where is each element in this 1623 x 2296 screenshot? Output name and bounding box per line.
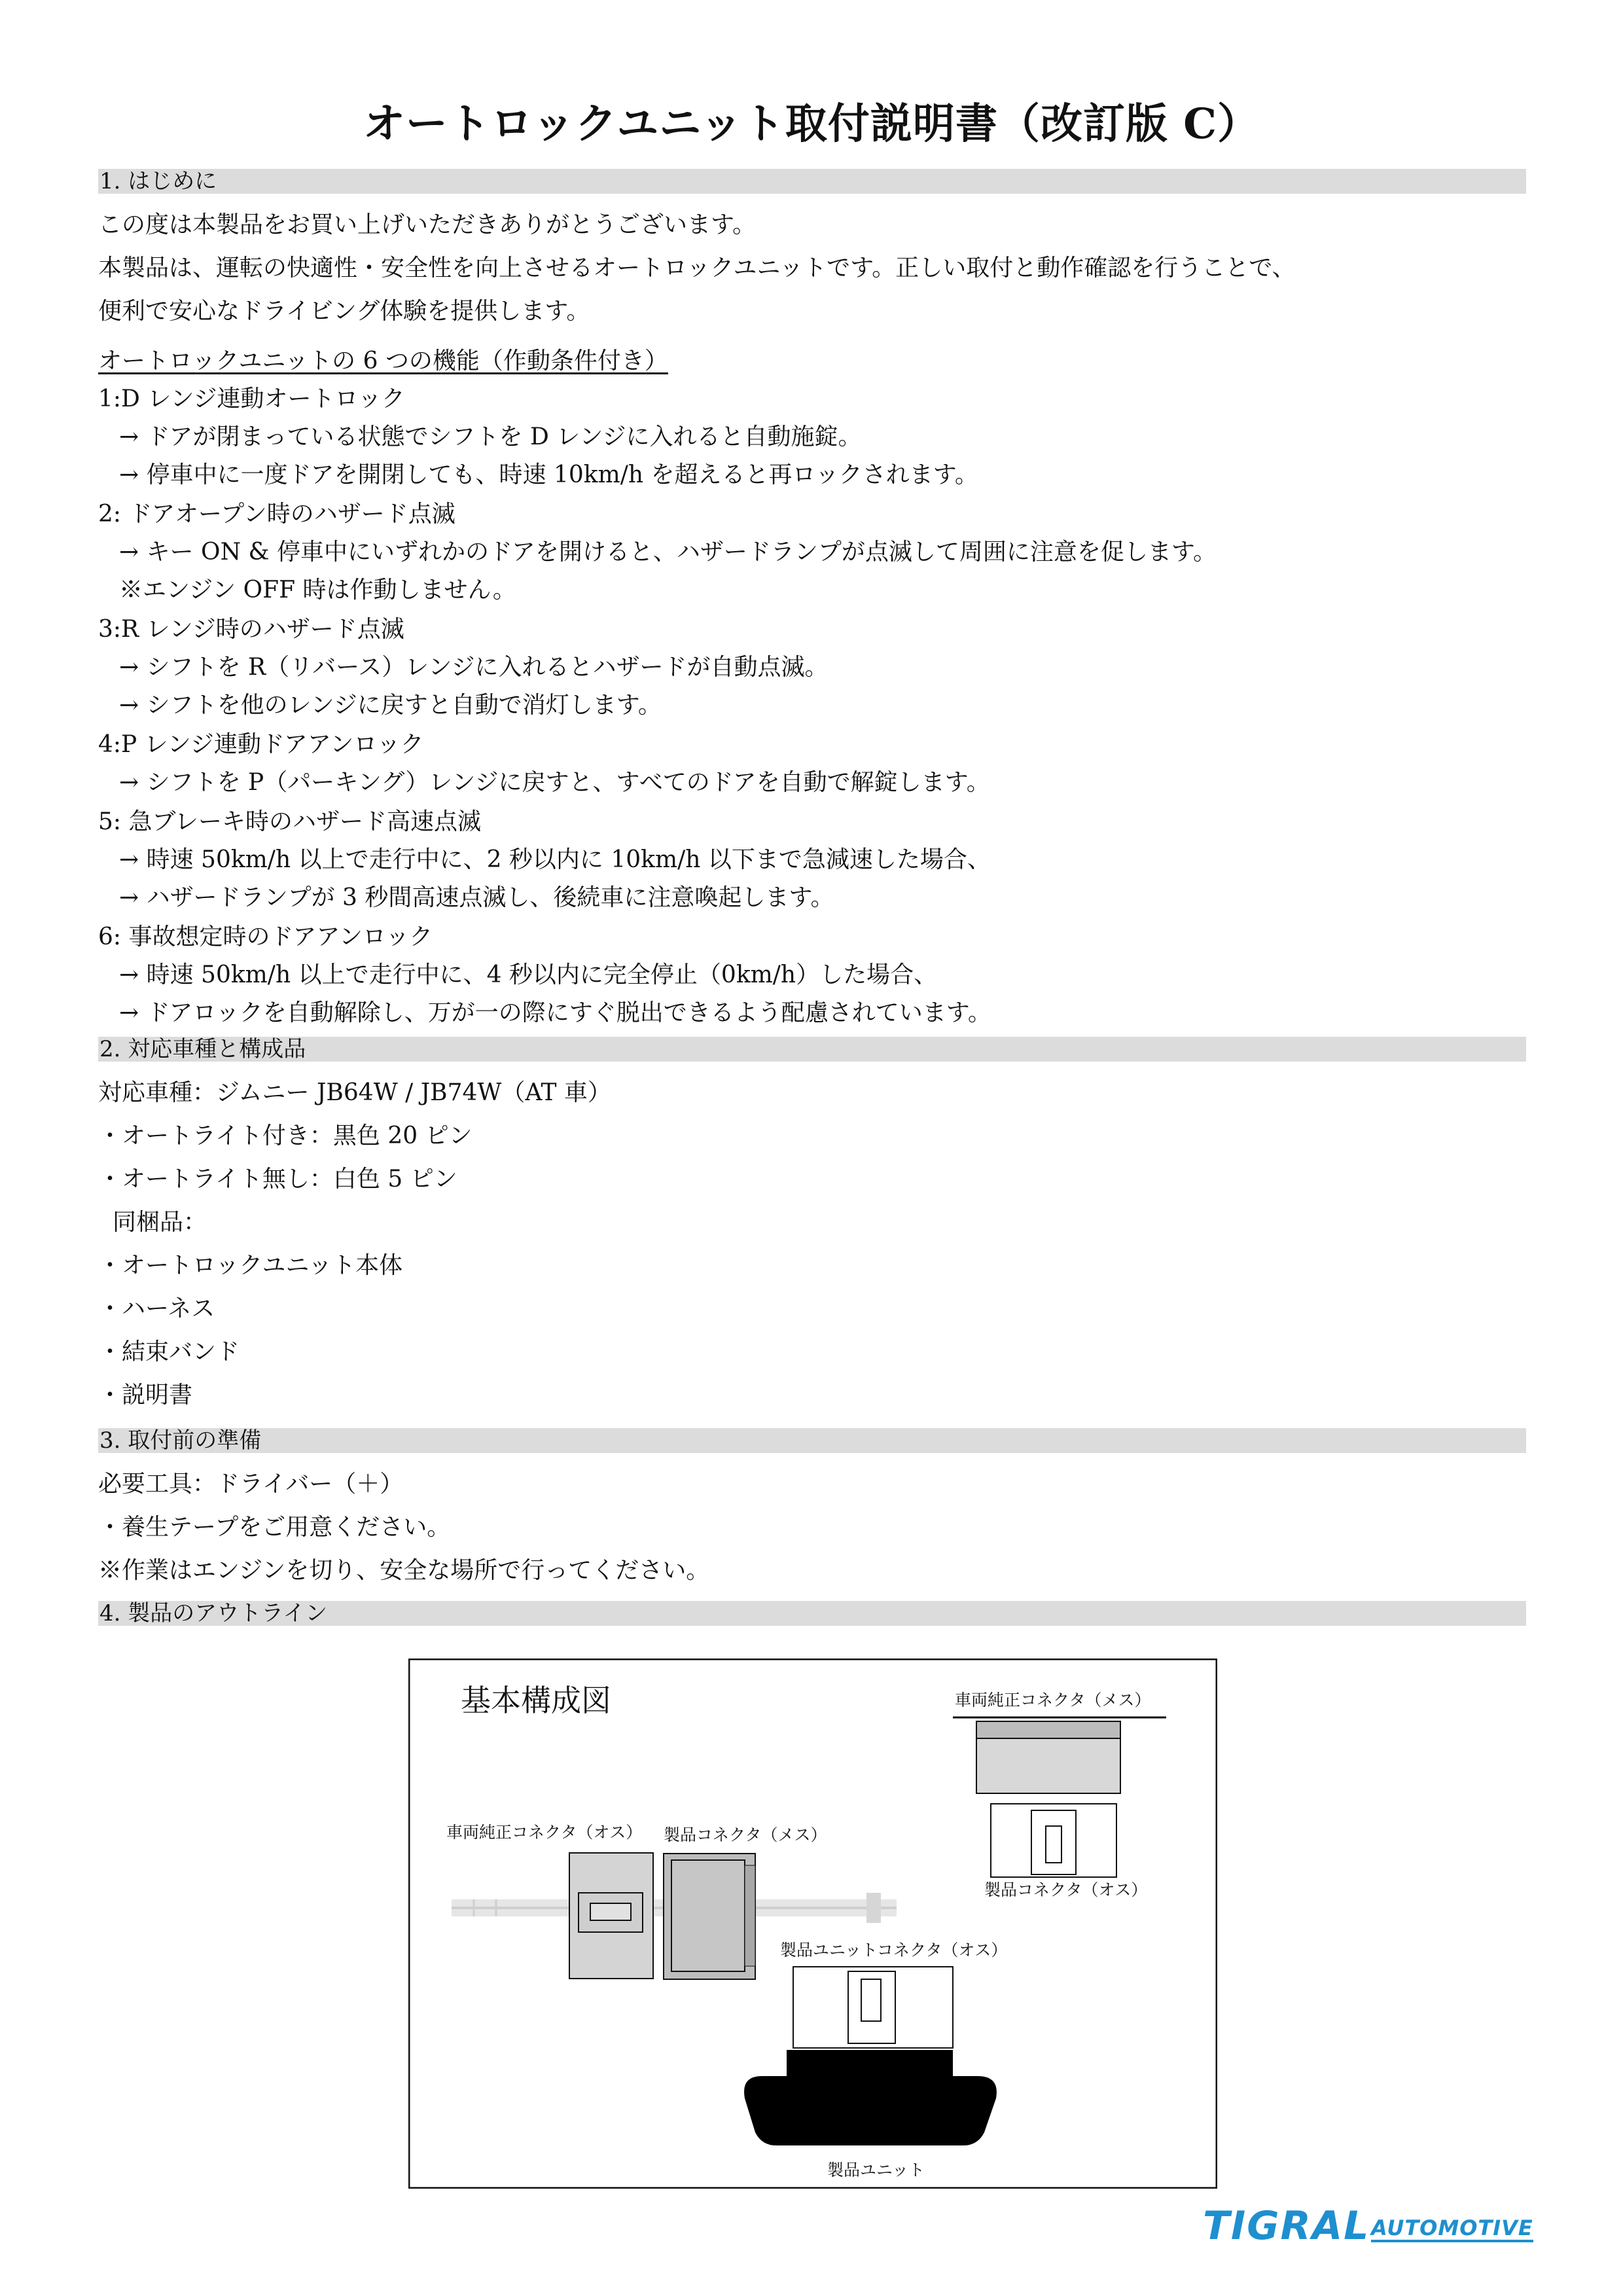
compatible-vehicles: 対応車種：ジムニー JB64W / JB74W（AT 車） bbox=[98, 1079, 611, 1106]
feature-5-line-2: → ハザードランプが 3 秒間高速点滅し、後続車に注意喚起します。 bbox=[119, 884, 834, 911]
label-vehicle-connector-male: 車両純正コネクタ（オス） bbox=[446, 1823, 643, 1842]
product-unit-body bbox=[744, 2076, 997, 2145]
required-tools: 必要工具：ドライバー（＋） bbox=[98, 1471, 404, 1498]
safety-note: ※作業はエンジンを切り、安全な場所で行ってください。 bbox=[98, 1557, 710, 1584]
option-without-autolight: ・オートライト無し：白色 5 ピン bbox=[98, 1166, 457, 1193]
feature-2-line-2: ※エンジン OFF 時は作動しません。 bbox=[119, 577, 516, 603]
feature-6-line-1: → 時速 50km/h 以上で走行中に、4 秒以内に完全停止（0km/h）した場合、 bbox=[119, 961, 938, 988]
harness-junction bbox=[866, 1893, 881, 1923]
features-title: オートロックユニットの 6 つの機能（作動条件付き） bbox=[98, 348, 668, 374]
section-heading-preparation: 3. 取付前の準備 bbox=[98, 1428, 1526, 1453]
feature-6-line-2: → ドアロックを自動解除し、万が一の際にすぐ脱出できるよう配慮されています。 bbox=[119, 999, 991, 1026]
feature-2-title: 2: ドアオープン時のハザード点滅 bbox=[98, 501, 455, 528]
label-unit-connector-male: 製品ユニットコネクタ（オス） bbox=[780, 1941, 1008, 1960]
feature-3-line-2: → シフトを他のレンジに戻すと自動で消灯します。 bbox=[119, 692, 662, 719]
logo-sub-text: AUTOMOTIVE bbox=[1371, 2216, 1533, 2242]
basic-configuration-diagram bbox=[408, 1659, 1217, 2189]
feature-1-line-1: → ドアが閉まっている状態でシフトを D レンジに入れると自動施錠。 bbox=[119, 423, 862, 450]
feature-4-line-1: → シフトを P（パーキング）レンジに戻すと、すべてのドアを自動で解錠します。 bbox=[119, 769, 990, 796]
package-item: ・オートロックユニット本体 bbox=[98, 1252, 403, 1279]
option-with-autolight: ・オートライト付き：黒色 20 ピン bbox=[98, 1122, 473, 1149]
feature-1-line-2: → 停車中に一度ドアを開閉しても、時速 10km/h を超えると再ロックされます。 bbox=[119, 461, 978, 488]
intro-paragraph-1: この度は本製品をお買い上げいただきありがとうございます。 bbox=[98, 211, 757, 238]
label-product-connector-female: 製品コネクタ（メス） bbox=[664, 1825, 827, 1844]
section-heading-outline: 4. 製品のアウトライン bbox=[98, 1601, 1526, 1626]
logo-main-text: TIGRAL bbox=[1203, 2203, 1370, 2249]
package-item: ・説明書 bbox=[98, 1382, 193, 1408]
feature-4-title: 4:P レンジ連動ドアアンロック bbox=[98, 731, 424, 758]
feature-6-title: 6: 事故想定時のドアアンロック bbox=[98, 924, 433, 950]
tigral-automotive-logo bbox=[1203, 2203, 1533, 2249]
feature-3-line-1: → シフトを R（リバース）レンジに入れるとハザードが自動点滅。 bbox=[119, 654, 829, 681]
package-item: ・結束バンド bbox=[98, 1338, 240, 1365]
section-heading-intro: 1. はじめに bbox=[98, 169, 1526, 194]
label-product-connector-male: 製品コネクタ（オス） bbox=[984, 1880, 1148, 1899]
feature-5-title: 5: 急ブレーキ時のハザード高速点滅 bbox=[98, 808, 482, 835]
feature-1-title: 1:D レンジ連動オートロック bbox=[98, 386, 405, 412]
label-vehicle-connector-female: 車両純正コネクタ（メス） bbox=[955, 1691, 1151, 1710]
feature-5-line-1: → 時速 50km/h 以上で走行中に、2 秒以内に 10km/h 以下まで急減速した場合、 bbox=[119, 846, 991, 873]
product-unit-top bbox=[787, 2050, 953, 2079]
page-title: オートロックユニット取付説明書（改訂版 C） bbox=[363, 99, 1260, 149]
label-product-unit: 製品ユニット bbox=[827, 2161, 925, 2179]
package-contents-label: 同梱品： bbox=[113, 1209, 207, 1236]
intro-paragraph-3: 便利で安心なドライビング体験を提供します。 bbox=[98, 298, 590, 325]
diagram-title: 基本構成図 bbox=[461, 1683, 611, 1718]
masking-tape-note: ・養生テープをご用意ください。 bbox=[98, 1514, 451, 1541]
feature-2-line-1: → キー ON & 停車中にいずれかのドアを開けると、ハザードランプが点滅して周囲に注意を促します。 bbox=[119, 539, 1217, 565]
package-item: ・ハーネス bbox=[98, 1295, 215, 1322]
intro-paragraph-2: 本製品は、運転の快適性・安全性を向上させるオートロックユニットです。正しい取付と動作確認を行うことで、 bbox=[98, 255, 1296, 281]
section-heading-compatibility: 2. 対応車種と構成品 bbox=[98, 1037, 1526, 1062]
feature-3-title: 3:R レンジ時のハザード点滅 bbox=[98, 616, 404, 643]
